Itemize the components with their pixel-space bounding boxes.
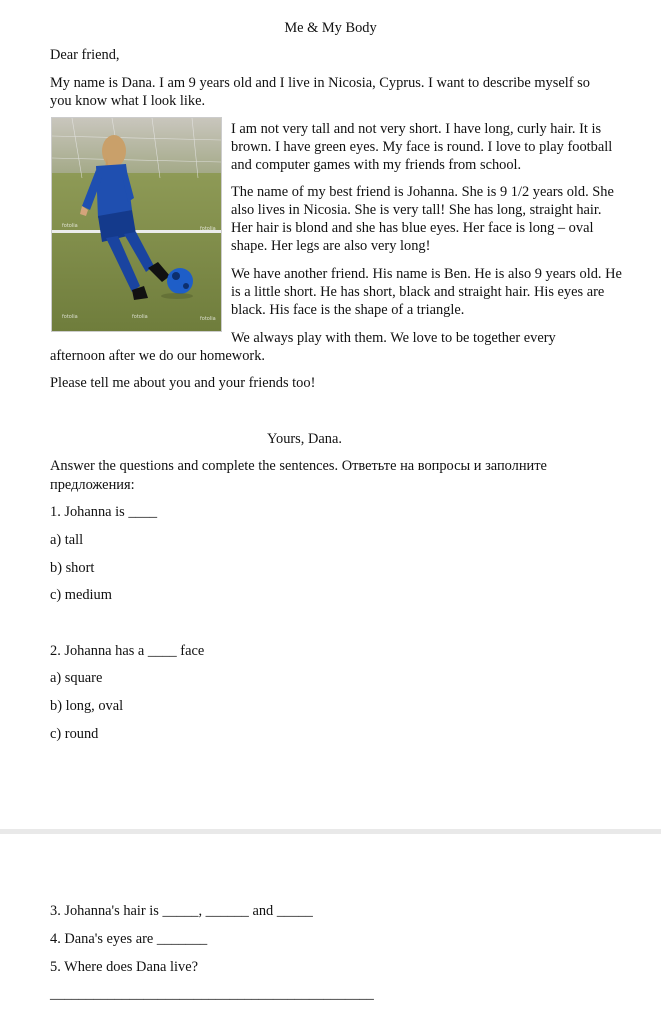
page-break-divider bbox=[0, 829, 661, 834]
question-1-option-a: a) tall bbox=[50, 532, 84, 548]
paragraph-together-line2: afternoon after we do our homework. bbox=[50, 348, 265, 364]
intro-paragraph: My name is Dana. I am 9 years old and I live in Nicosia, Cyprus. I want to describe myself so you know what I look like. bbox=[50, 75, 590, 109]
closing-request: Please tell me about you and your friends too! bbox=[50, 375, 316, 391]
paragraph-ben: We have another friend. His name is Ben. He is also 9 years old. He is a little short. He has short, black and straight hair. His eyes are black. His face is the shape of a triangle. bbox=[231, 266, 622, 318]
photo-watermark: fotolia bbox=[200, 316, 216, 322]
question-2-option-c: c) round bbox=[50, 726, 99, 742]
paragraph-johanna: The name of my best friend is Johanna. She is 9 1/2 years old. She also lives in Nicosia. She is very tall! She has long, straight hair. Her hair is blond and she has blue eyes. Her face is long – oval shape. Her legs are also very long! bbox=[231, 184, 614, 254]
page-title: Me & My Body bbox=[284, 20, 377, 36]
question-1: 1. Johanna is ____ bbox=[50, 504, 158, 520]
question-5-answer-line: _____________________________________________ bbox=[50, 986, 374, 1002]
photo-watermark: fotolia bbox=[132, 314, 148, 320]
paragraph-dana: I am not very tall and not very short. I have long, curly hair. It is brown. I have green eyes. My face is round. I love to play football and computer games with my friends from school. bbox=[231, 121, 613, 173]
question-5: 5. Where does Dana live? bbox=[50, 959, 198, 975]
question-2-option-b: b) long, oval bbox=[50, 698, 124, 714]
question-3: 3. Johanna's hair is _____, ______ and _____ bbox=[50, 903, 313, 919]
photo-watermark: fotolia bbox=[62, 314, 78, 320]
question-4: 4. Dana's eyes are _______ bbox=[50, 931, 208, 947]
instructions-line2: предложения: bbox=[50, 477, 135, 493]
question-2: 2. Johanna has a ____ face bbox=[50, 643, 205, 659]
instructions-line1: Answer the questions and complete the sentences. Ответьте на вопросы и заполните bbox=[50, 458, 547, 474]
photo-watermark: fotolia bbox=[200, 226, 216, 232]
question-1-option-c: c) medium bbox=[50, 587, 112, 603]
photo-watermark: fotolia bbox=[62, 223, 78, 229]
signoff: Yours, Dana. bbox=[267, 431, 342, 447]
question-1-option-b: b) short bbox=[50, 560, 95, 576]
paragraph-together-line1: We always play with them. We love to be together every bbox=[231, 330, 556, 346]
girl-football-photo bbox=[51, 117, 222, 332]
greeting: Dear friend, bbox=[50, 47, 120, 63]
question-2-option-a: a) square bbox=[50, 670, 103, 686]
